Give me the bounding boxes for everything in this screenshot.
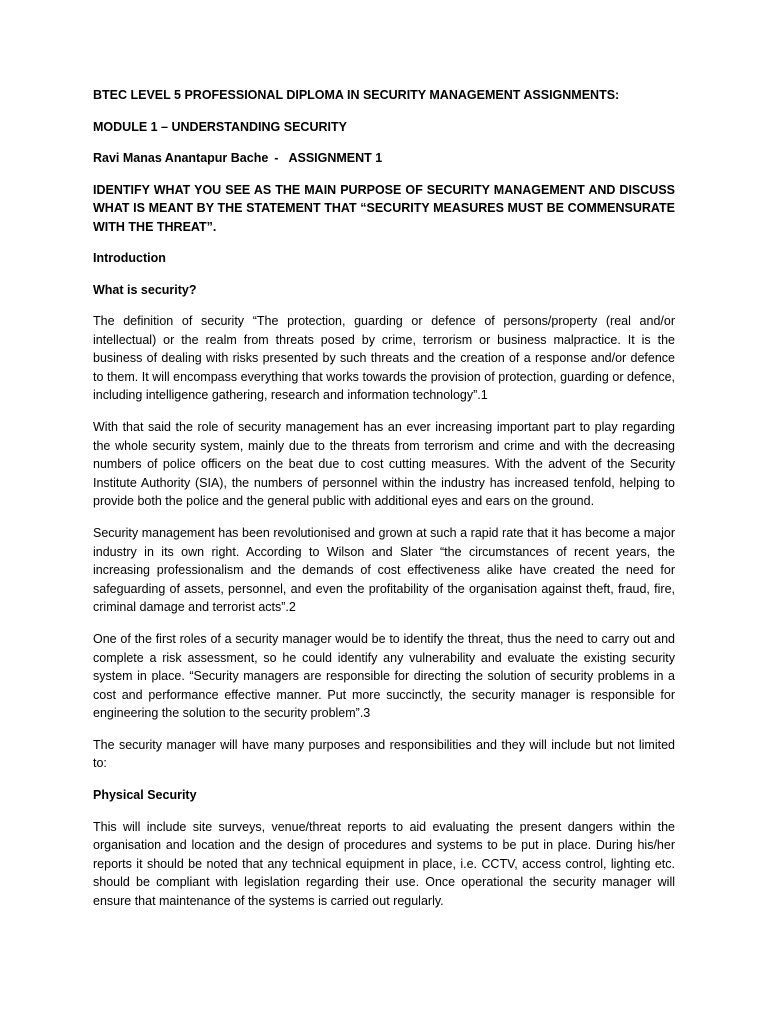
what-is-security-heading: What is security?	[93, 282, 197, 297]
paragraph-role: With that said the role of security management has an ever increasing important part to play regarding the whole security system, mainly due to the threats from terrorism and crime and with the decreasing numbers of police officers on the beat due to cost cutting measures. With the advent of the Security Institute Authority (SIA), the numbers of personnel within the industry has increased tenfold, helping to provide both the police and the general public with additional eyes and ears on the ground.	[93, 419, 675, 509]
author-separator: -	[274, 151, 279, 165]
paragraph-first-roles: One of the first roles of a security manager would be to identify the threat, thus the need to carry out and complete a risk assessment, so he could identify any vulnerability and evaluate the existing security system in place. “Security managers are responsible for directing the solution of security problems in a cost and performance effective manner. Put more succinctly, the security manager is responsible for engineering the solution to the security problem”.3	[93, 631, 675, 721]
module-title: MODULE 1 – UNDERSTANDING SECURITY	[93, 119, 347, 134]
assignment-question: IDENTIFY WHAT YOU SEE AS THE MAIN PURPOSE OF SECURITY MANAGEMENT AND DISCUSS WHAT IS MEANT BY THE STATEMENT THAT “SECURITY MEASURES MUST BE COMMENSURATE WITH THE THREAT”.	[93, 182, 675, 234]
physical-security-heading: Physical Security	[93, 788, 197, 803]
document-title: BTEC LEVEL 5 PROFESSIONAL DIPLOMA IN SECURITY MANAGEMENT ASSIGNMENTS:	[93, 88, 620, 102]
paragraph-revolutionised: Security management has been revolutionised and grown at such a rapid rate that it has become a major industry in its own right. According to Wilson and Slater “the circumstances of recent years, the increasing professionalism and the demands of cost effectiveness alike have created the need for safeguarding of assets, personnel, and even the profitability of the organisation against theft, fraud, fire, criminal damage and terrorist acts”.2	[93, 525, 675, 615]
paragraph-responsibilities: The security manager will have many purposes and responsibilities and they will include but not limited to:	[93, 737, 675, 771]
introduction-heading: Introduction	[93, 251, 166, 265]
author-name: Ravi Manas Anantapur Bache	[93, 151, 269, 165]
assignment-label: ASSIGNMENT 1	[288, 151, 383, 165]
author-line	[93, 149, 675, 168]
paragraph-definition: The definition of security “The protection, guarding or defence of persons/property (real and/or intellectual) or the realm from threats posed by crime, terrorism or business malpractice. It is the business of dealing with risks presented by such threats and the creation of a response and/or defence to them. It will encompass everything that works towards the provision of protection, guarding or defence, including intelligence gathering, research and information technology”.1	[93, 314, 675, 403]
paragraph-physical-security: This will include site surveys, venue/threat reports to aid evaluating the present dangers within the organisation and location and the design of procedures and systems to be put in place. During his/her reports it should be noted that any technical equipment in place, i.e. CCTV, access control, lighting etc. should be compliant with legislation regarding their use. Once operational the security manager will ensure that maintenance of the systems is carried out regularly.	[93, 819, 675, 908]
